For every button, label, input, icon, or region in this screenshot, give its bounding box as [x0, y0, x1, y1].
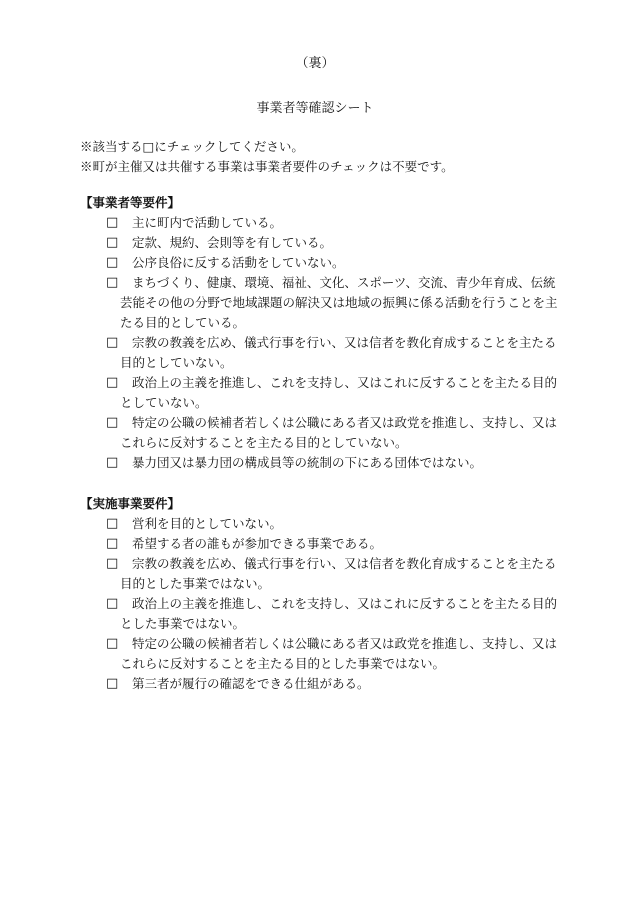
checkbox[interactable]: □ [106, 415, 119, 430]
checkbox[interactable]: □ [106, 636, 119, 651]
checklist-item-text: 宗教の教義を広め、儀式行事を行い、又は信者を教化育成することを主たる目的としていない。 [120, 335, 557, 370]
checkbox[interactable]: □ [106, 556, 119, 571]
project-requirements-section [80, 494, 560, 694]
checklist-item-text: 希望する者の誰もが参加できる事業である。 [132, 536, 383, 551]
checkbox[interactable]: □ [106, 235, 119, 250]
checklist-item-text: 特定の公職の候補者若しくは公職にある者又は政党を推進し、支持し、又はこれらに反対することを主たる目的とした事業ではない。 [120, 636, 558, 671]
checklist-item [80, 514, 560, 534]
checklist-item [80, 373, 560, 413]
checklist-item [80, 273, 560, 333]
checklist-item-text: 主に町内で活動している。 [132, 215, 283, 230]
checkbox[interactable]: □ [106, 516, 119, 531]
checkbox[interactable]: □ [106, 676, 119, 691]
checklist-item-text: 定款、規約、会則等を有している。 [132, 235, 333, 250]
checklist-item [80, 674, 560, 694]
checkbox[interactable]: □ [106, 215, 119, 230]
checkbox[interactable]: □ [106, 596, 119, 611]
checkbox[interactable]: □ [106, 335, 119, 350]
instruction-note: ※該当する□にチェックしてください。 [80, 139, 304, 154]
checkbox[interactable]: □ [106, 536, 119, 551]
section-heading: 【実施事業要件】 [80, 496, 181, 511]
checklist-item [80, 413, 560, 453]
checklist-item-text: 政治上の主義を推進し、これを支持し、又はこれに反することを主たる目的としていない。 [120, 375, 558, 410]
checklist-item-text: 宗教の教義を広め、儀式行事を行い、又は信者を教化育成することを主たる目的とした事業ではない。 [120, 556, 557, 591]
checklist-item [80, 534, 560, 554]
checkbox[interactable]: □ [106, 375, 119, 390]
checklist-item [80, 233, 560, 253]
operator-requirements-section [80, 193, 560, 473]
checklist-item-text: まちづくり、健康、環境、福祉、文化、スポーツ、交流、青少年育成、伝統芸能その他の分野で地域課題の解決又は地域の振興に係る活動を行うことを主たる目的としている。 [120, 275, 558, 330]
checklist-item-text: 暴力団又は暴力団の構成員等の統制の下にある団体ではない。 [132, 455, 483, 470]
checklist-item [80, 213, 560, 233]
checklist-item-text: 公序良俗に反する活動をしていない。 [132, 255, 345, 270]
checkbox[interactable]: □ [106, 455, 119, 470]
page-title: 事業者等確認シート [256, 101, 374, 116]
checkbox[interactable]: □ [106, 255, 119, 270]
checklist-item-text: 営利を目的としていない。 [132, 516, 283, 531]
section-heading: 【事業者等要件】 [80, 195, 181, 210]
checklist-item [80, 554, 560, 594]
checklist-item [80, 594, 560, 634]
checkbox[interactable]: □ [106, 275, 119, 290]
back-side-label: （裏） [295, 56, 335, 71]
checklist-item [80, 453, 560, 473]
instruction-notes [80, 137, 454, 177]
checklist-item [80, 634, 560, 674]
checklist-item-text: 政治上の主義を推進し、これを支持し、又はこれに反することを主たる目的とした事業ではない。 [120, 596, 558, 631]
instruction-note: ※町が主催又は共催する事業は事業者要件のチェックは不要です。 [80, 159, 454, 174]
checklist-item-text: 特定の公職の候補者若しくは公職にある者又は政党を推進し、支持し、又はこれらに反対することを主たる目的としていない。 [120, 415, 558, 450]
checklist-item-text: 第三者が履行の確認をできる仕組がある。 [132, 676, 370, 691]
checklist-item [80, 333, 560, 373]
checklist-item [80, 253, 560, 273]
